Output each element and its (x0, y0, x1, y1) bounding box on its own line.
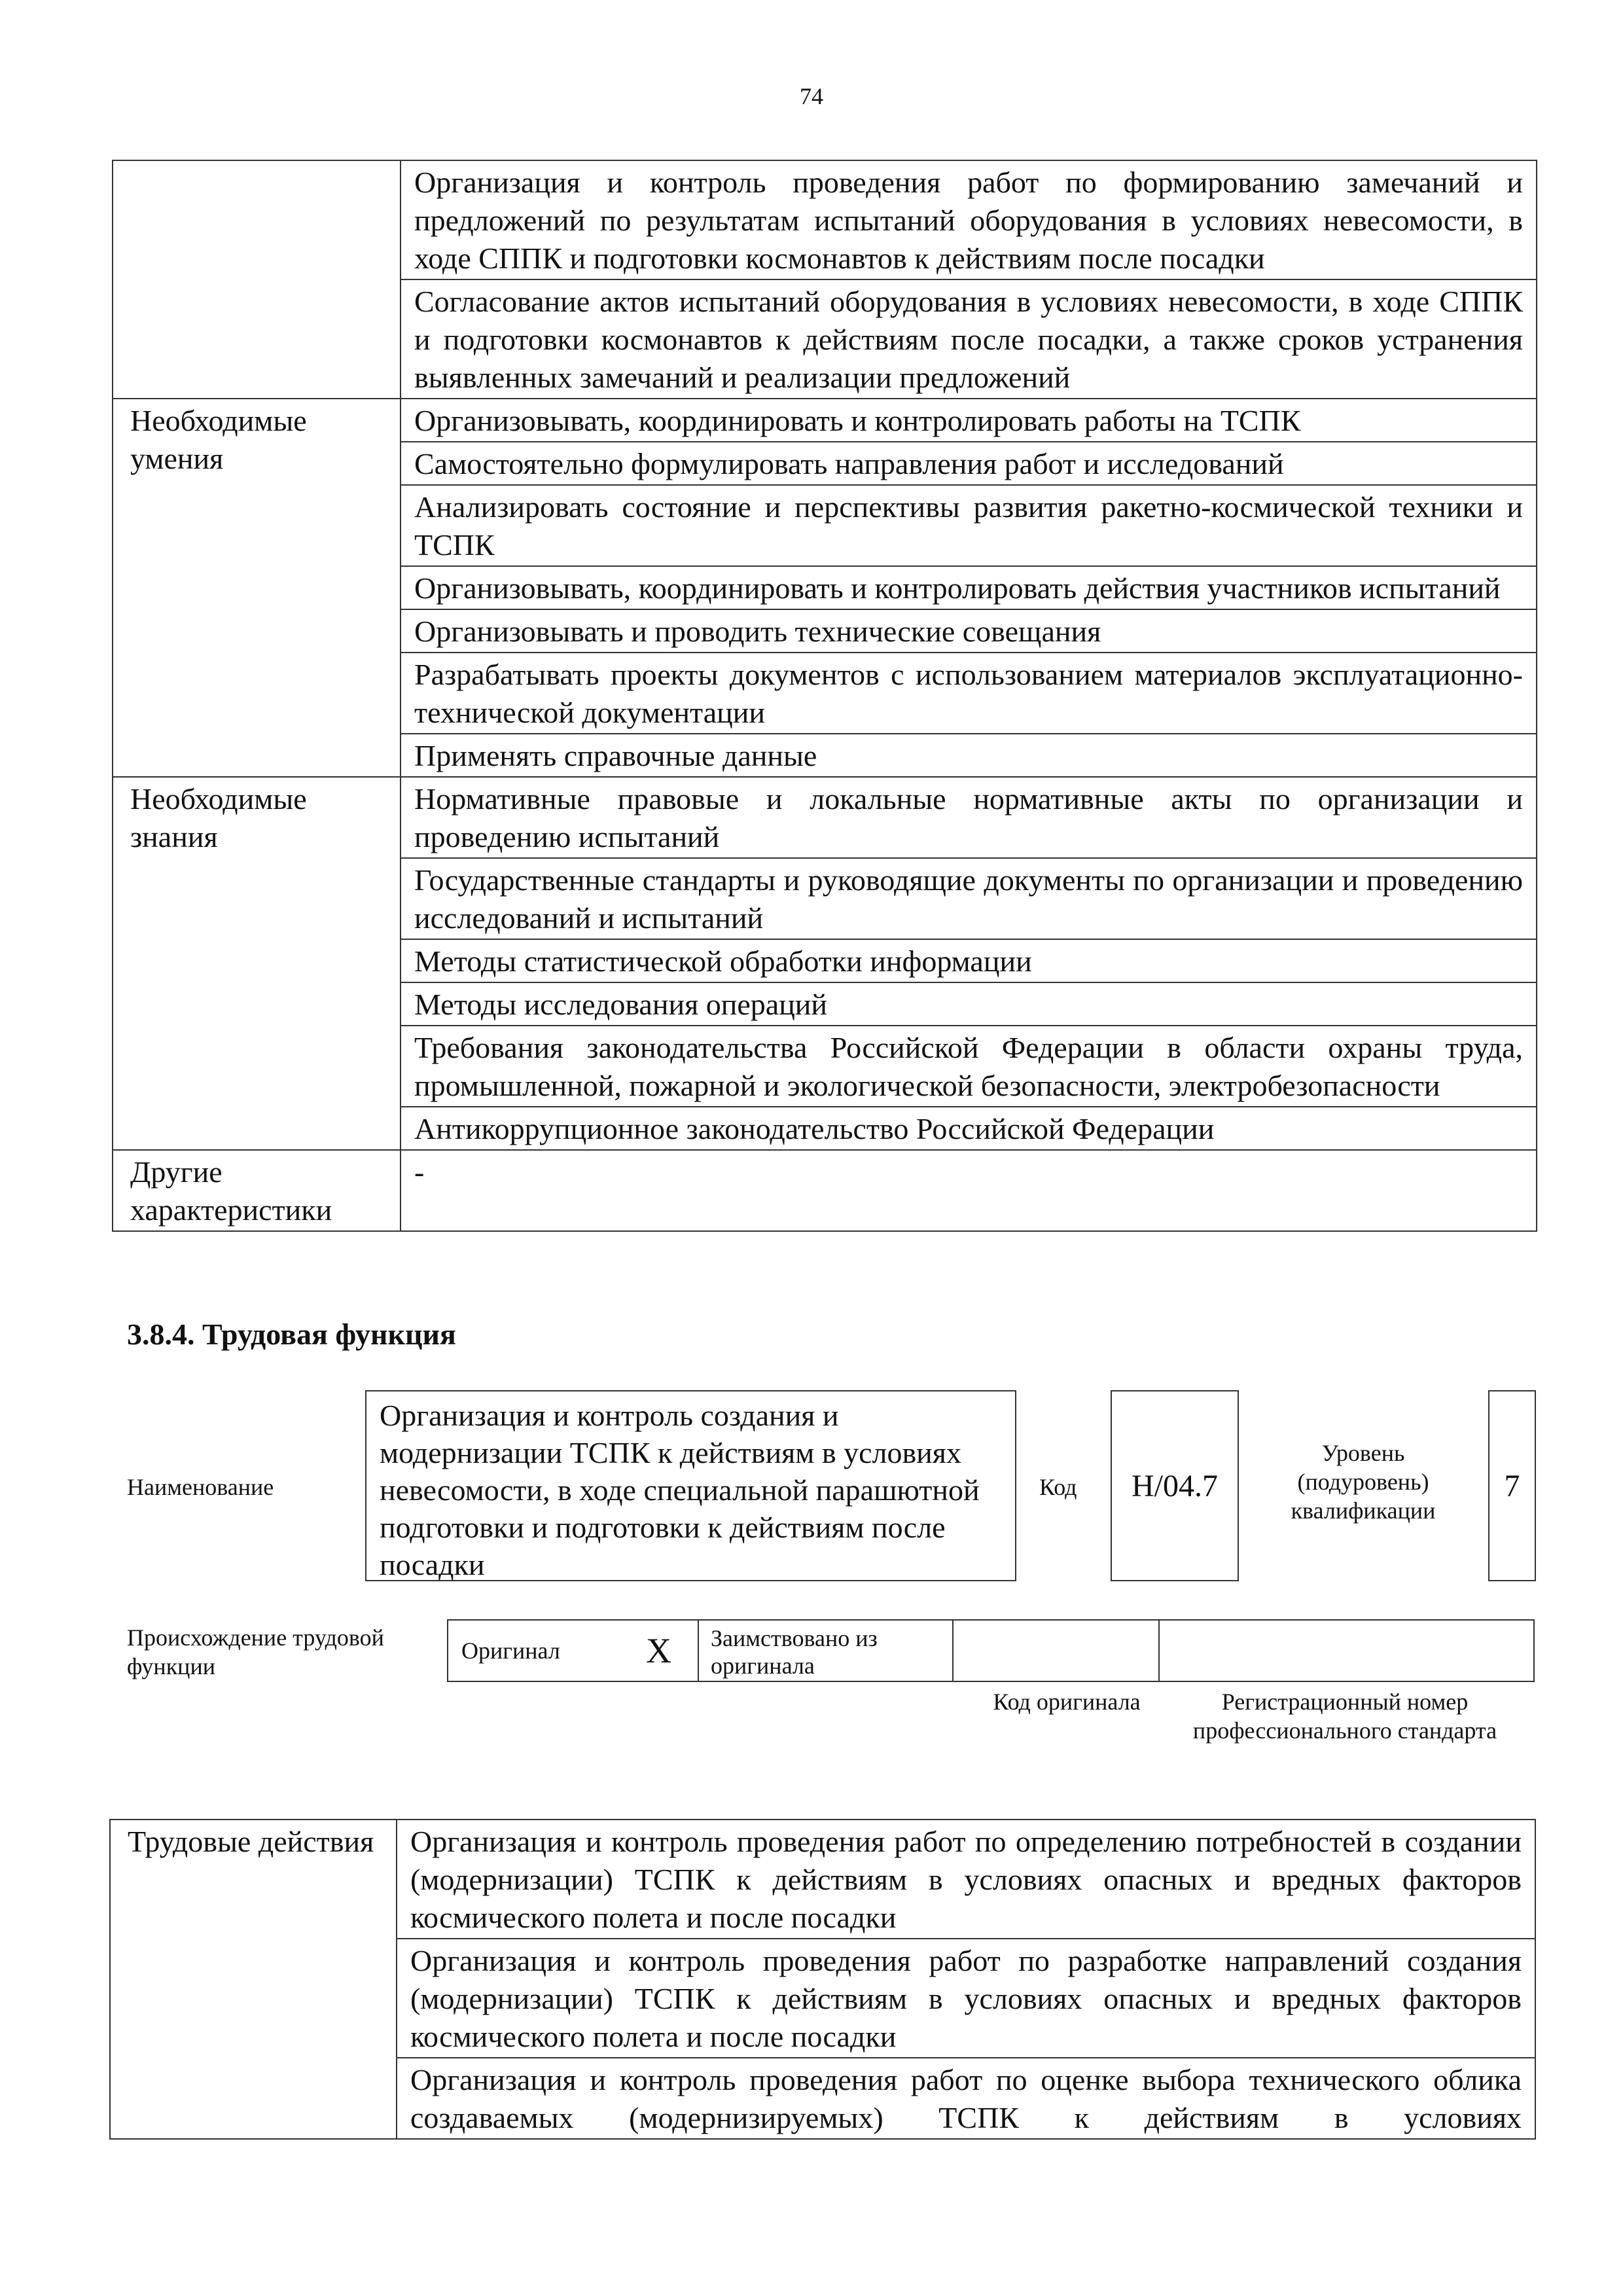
function-name-box: Организация и контроль создания и модернизации ТСПК к действиям в условиях невесомости, в ходе специальной парашютной подготовки и подготовки к действиям после посадки (365, 1390, 1016, 1581)
table-cell: Методы статистической обработки информации (401, 939, 1537, 982)
original-label: Оригинал (461, 1638, 560, 1664)
name-label: Наименование (127, 1474, 274, 1500)
table-cell: Согласование актов испытаний оборудования в условиях невесомости, в ходе СППК и подготовки космонавтов к действиям после посадки, а также сроков устранения выявленных замечаний и реализации предложений (401, 279, 1537, 399)
table-cell: Анализировать состояние и перспективы развития ракетно-космической техники и ТСПК (401, 485, 1537, 566)
code-original-cell (954, 1621, 1160, 1681)
table-cell: Методы исследования операций (401, 982, 1537, 1026)
table-cell: Разрабатывать проекты документов с использованием материалов эксплуатационно-технической документации (401, 653, 1537, 734)
table-row (113, 160, 1537, 279)
competency-table (112, 160, 1537, 1232)
table-cell: Нормативные правовые и локальные нормативные акты по организации и проведению испытаний (401, 777, 1537, 858)
other-label: Другие характеристики (113, 1150, 401, 1231)
other-value: - (401, 1150, 1537, 1231)
table-cell: Требования законодательства Российской Федерации в области охраны труда, промышленной, пожарной и экологической безопасности, электробезопасности (401, 1026, 1537, 1107)
original-cell (448, 1621, 699, 1681)
level-value-box: 7 (1488, 1390, 1536, 1581)
section-heading: 3.8.4. Трудовая функция (127, 1318, 456, 1351)
table-row (113, 777, 1537, 858)
table-row (113, 1150, 1537, 1231)
table-cell: Государственные стандарты и руководящие документы по организации и проведению исследований и испытаний (401, 858, 1537, 939)
table-cell: Антикоррупционное законодательство Российской Федерации (401, 1107, 1537, 1150)
table-cell: Организация и контроль проведения работ по разработке направлений создания (модернизации) ТСПК к действиям в условиях опасных и вредных факторов космического полета и после посадки (397, 1939, 1535, 2058)
code-original-caption: Код оригинала (993, 1689, 1141, 1715)
borrowed-label: Заимствовано из оригинала (699, 1621, 954, 1681)
table-cell: Организация и контроль проведения работ по формированию замечаний и предложений по результатам испытаний оборудования в условиях невесомости, в ходе СППК и подготовки космонавтов к действиям после посадки (401, 160, 1537, 279)
table-cell: Самостоятельно формулировать направления работ и исследований (401, 442, 1537, 485)
table-cell: Организовывать, координировать и контролировать действия участников испытаний (401, 566, 1537, 609)
level-label: Уровень (подуровень) квалификации (1291, 1440, 1436, 1524)
reg-number-caption: Регистрационный номер профессионального стандарта (1192, 1689, 1497, 1744)
table-row (113, 399, 1537, 442)
actions-label: Трудовые действия (110, 1820, 397, 2139)
page-number: 74 (800, 83, 823, 109)
reg-number-cell (1160, 1621, 1533, 1681)
table-cell: Организовывать, координировать и контролировать работы на ТСПК (401, 399, 1537, 442)
original-mark: X (646, 1631, 671, 1670)
knowledge-label: Необходимые знания (113, 777, 401, 1150)
table-cell: Применять справочные данные (401, 734, 1537, 777)
table-row (110, 1820, 1535, 1939)
table-cell: Организовывать и проводить технические совещания (401, 609, 1537, 653)
table-cell: Организация и контроль проведения работ по определению потребностей в создании (модернизации) ТСПК к действиям в условиях опасных и вредных факторов космического полета и после посадки (397, 1820, 1535, 1939)
skills-label: Необходимые умения (113, 399, 401, 777)
origin-row (447, 1619, 1535, 1682)
empty-label-cell (113, 160, 401, 399)
labor-actions-table (109, 1819, 1536, 2140)
table-cell: Организация и контроль проведения работ по оценке выбора технического облика создаваемых (модернизируемых) ТСПК к действиям в условиях (397, 2058, 1535, 2139)
code-label: Код (1039, 1474, 1077, 1500)
function-code-box: H/04.7 (1111, 1390, 1239, 1581)
origin-label: Происхождение трудовой функции (127, 1624, 384, 1679)
